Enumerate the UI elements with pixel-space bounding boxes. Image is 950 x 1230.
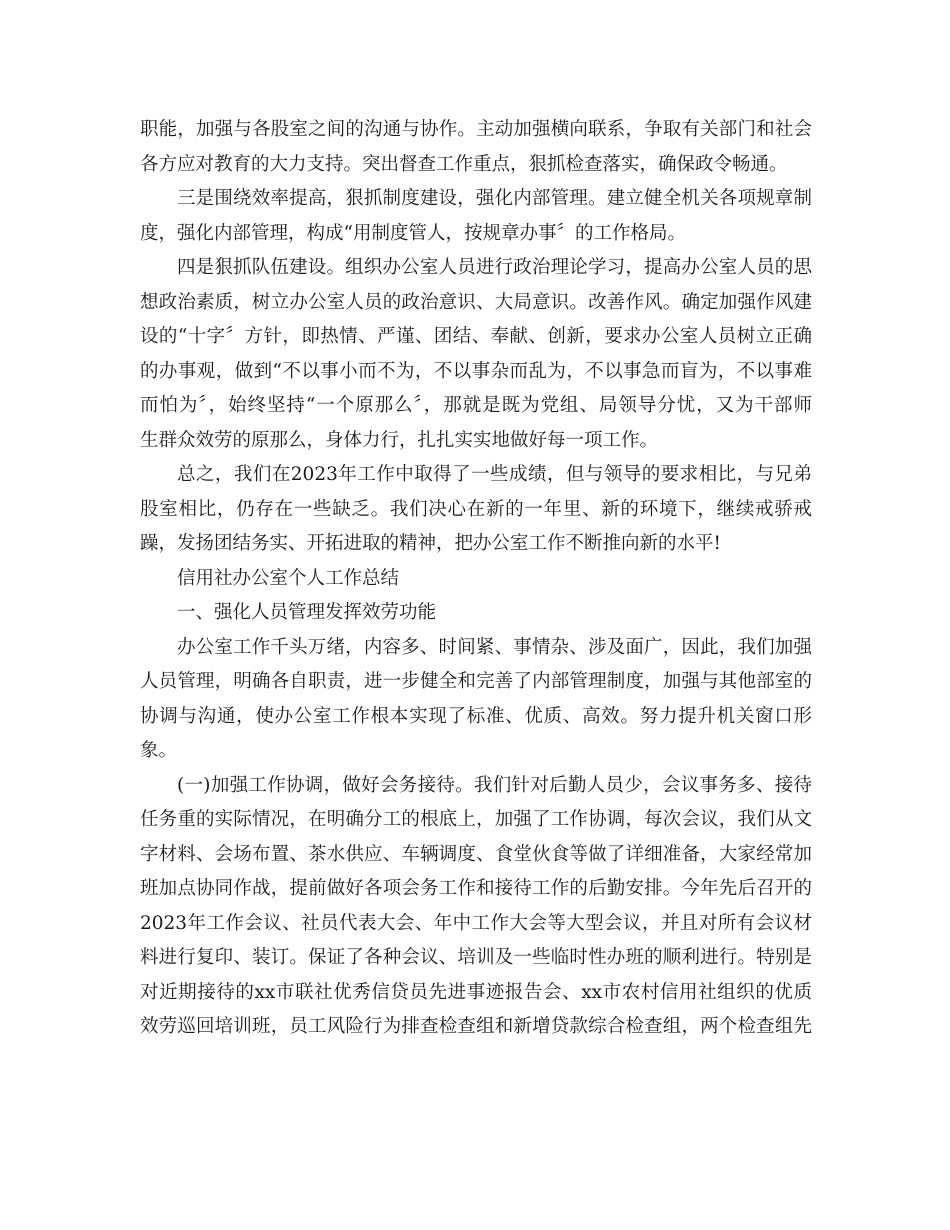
text-line: 而怕为〞，始终坚持“一个原那么〞，那就是既为党组、局领导分忧，又为干部师 — [140, 395, 812, 416]
text-line: 象。 — [140, 740, 178, 761]
text-line: 2023年工作会议、社员代表大会、年中工作大会等大型会议，并且对所有会议材 — [140, 912, 812, 934]
text-line: 职能，加强与各股室之间的沟通与协作。主动加强横向联系，争取有关部门和社会 — [140, 119, 812, 140]
text-line: 字材料、会场布置、茶水供应、车辆调度、食堂伙食等做了详细准备，大家经常加 — [140, 843, 812, 865]
text-line: 一、强化人员管理发挥效劳功能 — [177, 602, 437, 623]
text-line: 料进行复印、装订。保证了各种会议、培训及一些临时性办班的顺利进行。特别是 — [140, 947, 812, 968]
text-line: 人员管理，明确各自职责，进一步健全和完善了内部管理制度，加强与其他部室的 — [140, 671, 812, 692]
document-body — [140, 113, 812, 1045]
text-line: 任务重的实际情况，在明确分工的根底上，加强了工作协调，每次会议，我们从文 — [140, 809, 812, 830]
text-line: 对近期接待的xx市联社优秀信贷员先进事迹报告会、xx市农村信用社组织的优质 — [140, 981, 812, 1003]
text-line: 股室相比，仍存在一些缺乏。我们决心在新的一年里、新的环境下，继续戒骄戒 — [140, 498, 812, 520]
text-line: 四是狠抓队伍建设。组织办公室人员进行政治理论学习，提高办公室人员的思 — [177, 257, 812, 278]
text-line: 各方应对教育的大力支持。突出督查工作重点，狠抓检查落实，确保政令畅通。 — [140, 153, 788, 175]
text-line: 想政治素质，树立办公室人员的政治意识、大局意识。改善作风。确定加强作风建 — [140, 291, 812, 313]
text-line: 生群众效劳的原那么，身体力行，扎扎实实地做好每一项工作。 — [140, 429, 659, 451]
text-line: 效劳巡回培训班，员工风险行为排查检查组和新增贷款综合检查组，两个检查组先 — [140, 1016, 812, 1037]
text-line: 办公室工作千头万绪，内容多、时间紧、事情杂、涉及面广，因此，我们加强 — [177, 636, 812, 658]
text-line: 班加点协同作战，提前做好各项会务工作和接待工作的后勤安排。今年先后召开的 — [140, 878, 812, 899]
text-line: 躁，发扬团结务实、开拓进取的精神，把办公室工作不断推向新的水平! — [140, 533, 721, 554]
text-line: 度，强化内部管理，构成“用制度管人，按规章办事〞的工作格局。 — [140, 222, 686, 244]
text-line: 设的“十字〞方针，即热情、严谨、团结、奉献、创新，要求办公室人员树立正确 — [140, 326, 812, 347]
text-line: (一)加强工作协调，做好会务接待。我们针对后勤人员少，会议事务多、接待 — [177, 774, 812, 796]
text-line: 总之，我们在2023年工作中取得了一些成绩，但与领导的要求相比，与兄弟 — [177, 464, 812, 485]
text-line: 信用社办公室个人工作总结 — [177, 567, 400, 589]
text-line: 协调与沟通，使办公室工作根本实现了标准、优质、高效。努力提升机关窗口形 — [140, 705, 812, 727]
text-line: 的办事观，做到“不以事小而不为，不以事杂而乱为，不以事急而盲为，不以事难 — [140, 360, 812, 382]
text-line: 三是围绕效率提高，狠抓制度建设，强化内部管理。建立健全机关各项规章制 — [177, 188, 812, 209]
